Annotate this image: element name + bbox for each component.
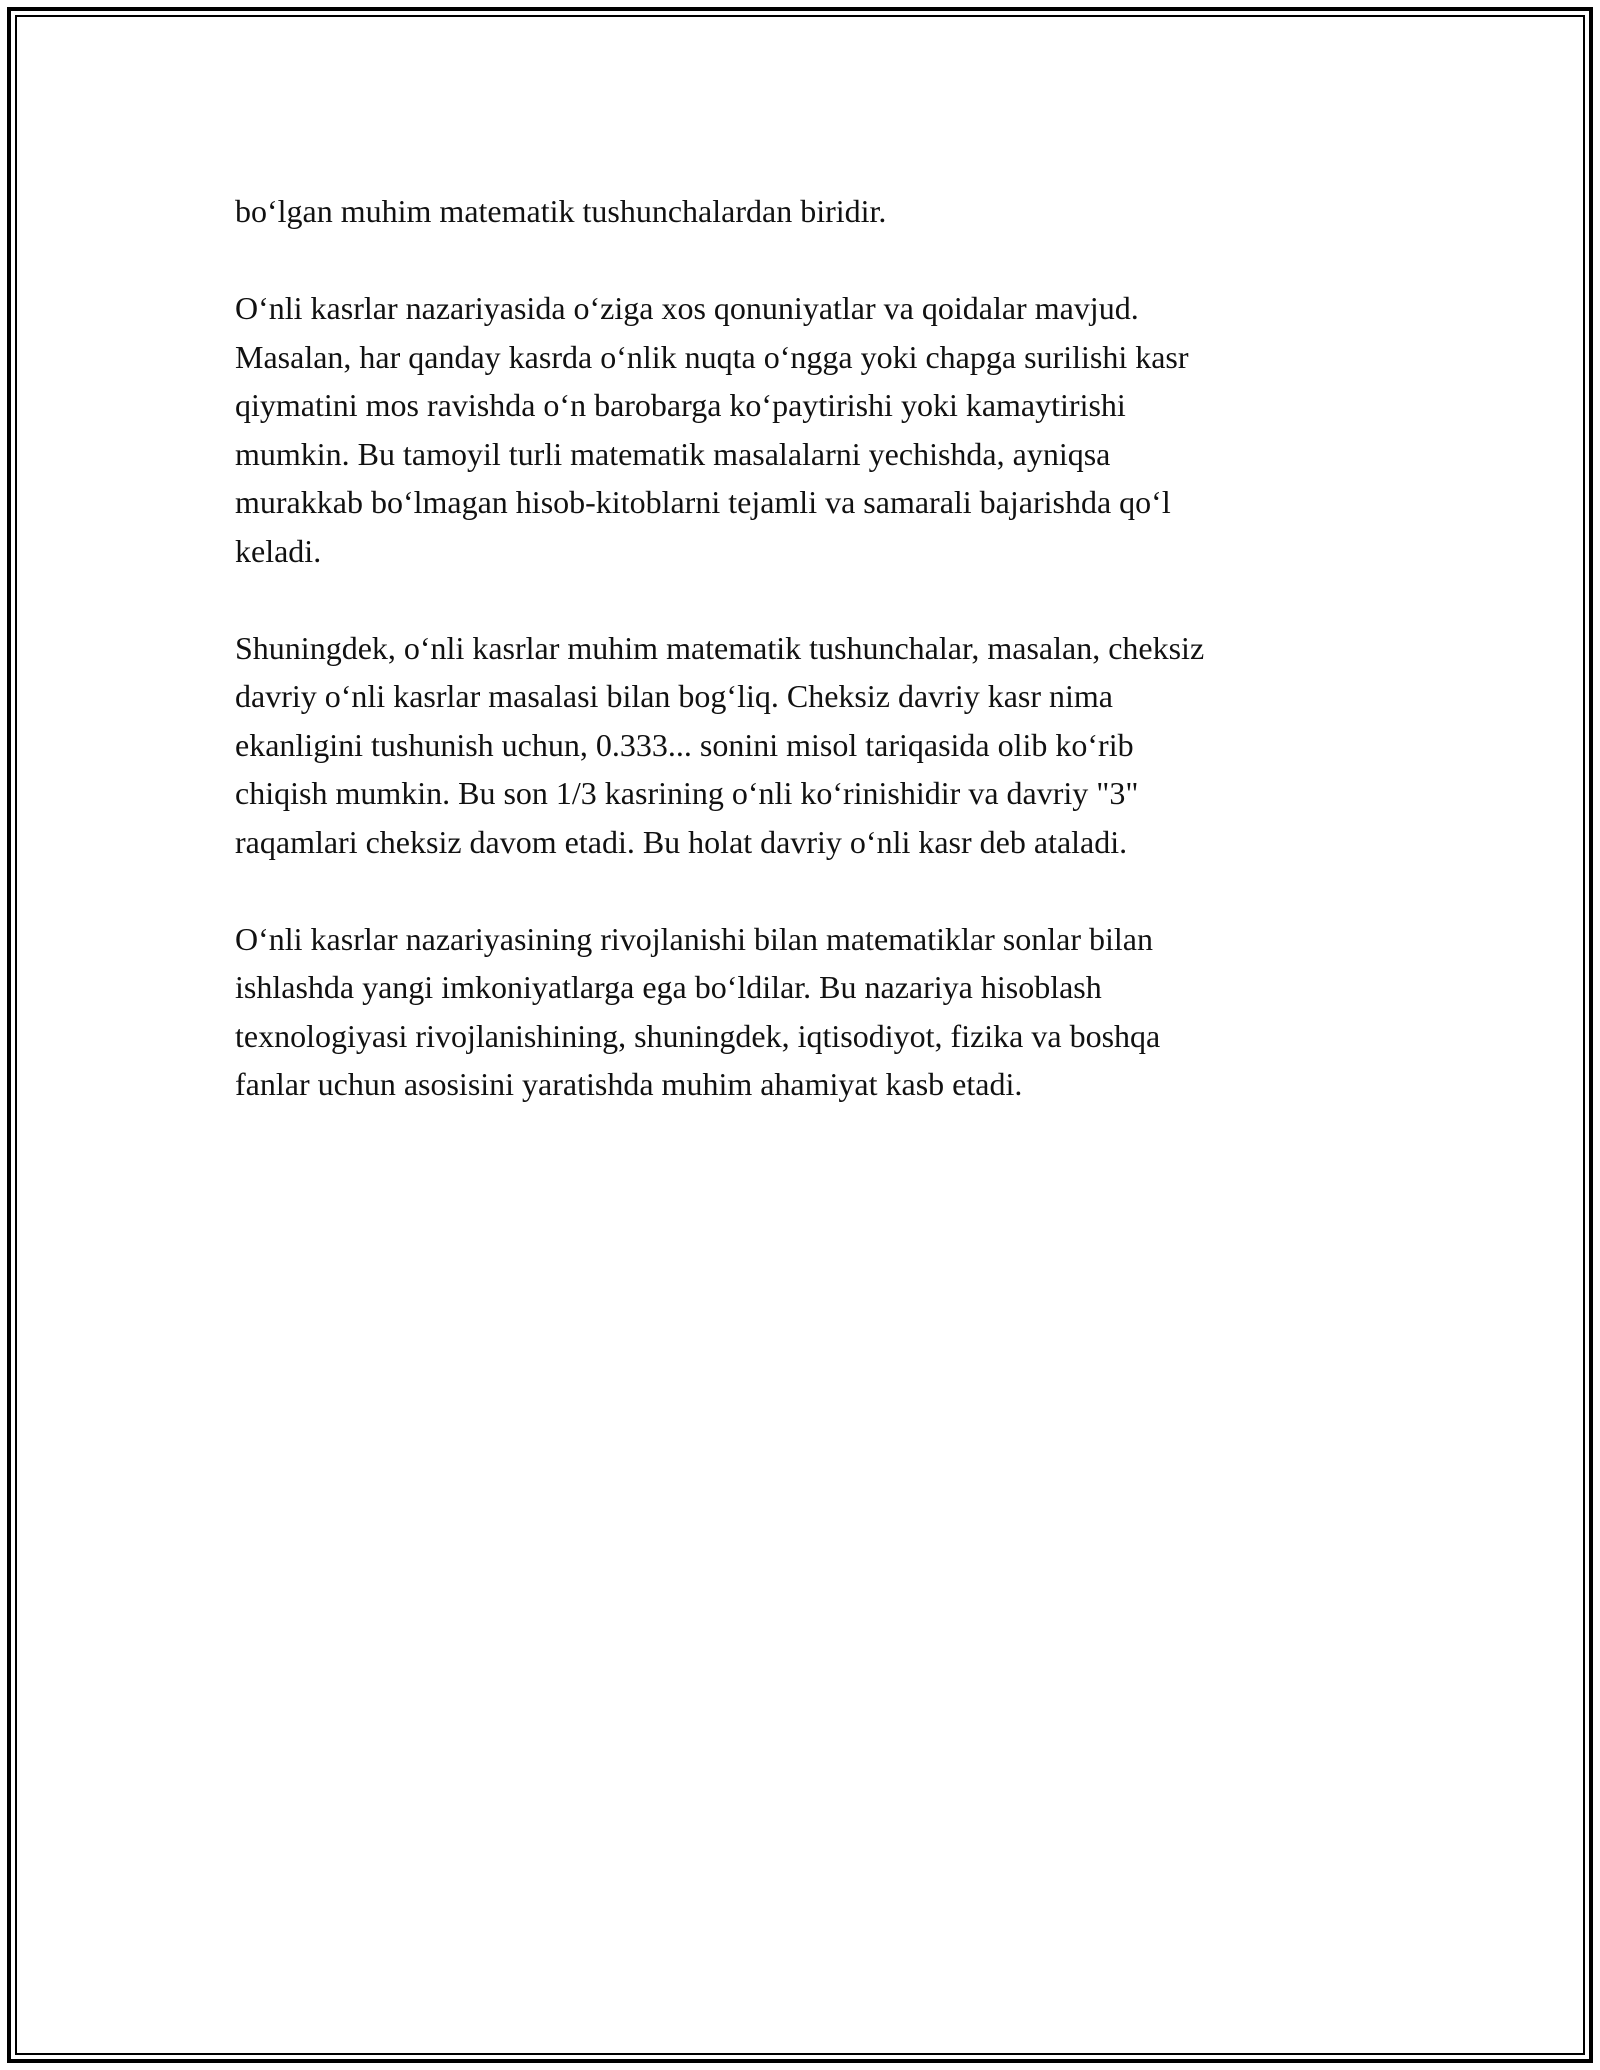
paragraph-3: Shuningdek, o‘nli kasrlar muhim matematik tushunchalar, masalan, cheksiz davriy o‘nli kasrlar masalasi bilan bog‘liq. Cheksiz davriy kasr nima ekanligini tushunish uchun, 0.333... sonini misol tariqasida olib ko‘rib chiqish mumkin. Bu son 1/3 kasrining o‘nli ko‘rinishidir va davriy "3" raqamlari cheksiz davom etadi. Bu holat davriy o‘nli kasr deb ataladi. [235, 629, 1205, 860]
document-body [235, 187, 1365, 1157]
paragraph-2: O‘nli kasrlar nazariyasida o‘ziga xos qonuniyatlar va qoidalar mavjud. Masalan, har qanday kasrda o‘nlik nuqta o‘ngga yoki chapga surilishi kasr qiymatini mos ravishda o‘n barobarga ko‘paytirishi yoki kamaytirishi mumkin. Bu tamoyil turli matematik masalalarni yechishda, ayniqsa murakkab bo‘lmagan hisob-kitoblarni tejamli va samarali bajarishda qo‘l keladi. [235, 290, 1189, 569]
paragraph-1: bo‘lgan muhim matematik tushunchalardan biridir. [235, 193, 887, 229]
paragraph-4: O‘nli kasrlar nazariyasining rivojlanishi bilan matematiklar sonlar bilan ishlashda yangi imkoniyatlarga ega bo‘ldilar. Bu nazariya hisoblash texnologiyasi rivojlanishining, shuningdek, iqtisodiyot, fizika va boshqa fanlar uchun asosisini yaratishda muhim ahamiyat kasb etadi. [235, 920, 1161, 1102]
